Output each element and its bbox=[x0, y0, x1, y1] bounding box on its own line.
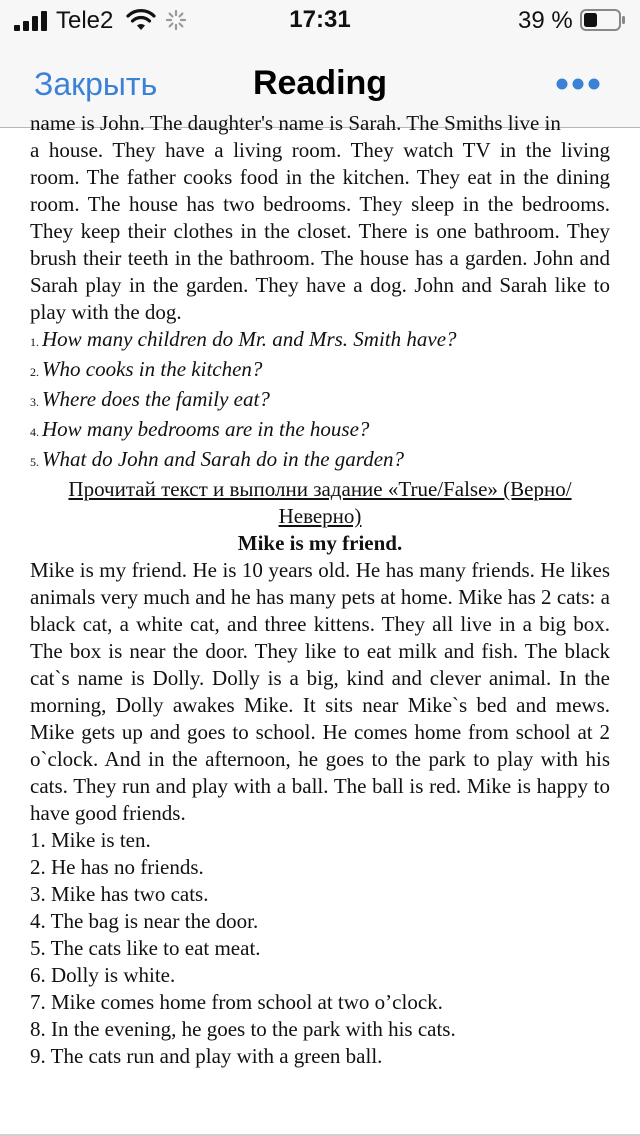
statement-item: 9. The cats run and play with a green ball. bbox=[30, 1044, 383, 1068]
close-button[interactable]: Закрыть bbox=[34, 66, 158, 102]
statement-item: 4. The bag is near the door. bbox=[30, 909, 259, 933]
question-item: 2. Who cooks in the kitchen? bbox=[30, 357, 263, 381]
question-item: 4. How many bedrooms are in the house? bbox=[30, 417, 370, 441]
task-instruction: Прочитай текст и выполни задание «True/False» (Верно/ Неверно) bbox=[68, 477, 572, 528]
reading-text-1: a house. They have a living room. They watch TV in the living room. The father cooks food in the kitchen. They eat in the dining room. The house has two bedrooms. They sleep in the bedrooms. They keep their clothes in the closet. There is one bathroom. They brush their teeth in the bathroom. The house has a garden. John and Sarah play in the garden. They have a dog. John and Sarah like to play with the dog. bbox=[30, 138, 610, 324]
statements-list bbox=[30, 827, 610, 1070]
statement-item: 6. Dolly is white. bbox=[30, 963, 176, 987]
document-viewer[interactable] bbox=[0, 111, 640, 1128]
statement-item: 2. He has no friends. bbox=[30, 855, 204, 879]
clock: 17:31 bbox=[289, 6, 351, 33]
statement-item: 5. The cats like to eat meat. bbox=[30, 936, 261, 960]
reading-text-2: Mike is my friend. He is 10 years old. He has many friends. He likes animals very much and he has many pets at home. Mike has 2 cats: a black cat, a white cat, and three kittens. They all live in a big box. The box is near the door. They like to eat milk and fish. The black cat`s name is Dolly. Dolly is a big, kind and clever animal. In the morning, Dolly awakes Mike. It sits near Mike`s bed and mews. Mike gets up and goes to school. He comes home from school at 2 o`clock. And in the afternoon, he goes to the park to play with his cats. They run and play with a ball. The ball is red. Mike is happy to have good friends. bbox=[30, 558, 610, 825]
statement-item: 7. Mike comes home from school at two o’clock. bbox=[30, 990, 443, 1014]
status-bar bbox=[0, 0, 640, 42]
question-item: 3. Where does the family eat? bbox=[30, 387, 270, 411]
story-heading: Mike is my friend. bbox=[237, 531, 403, 555]
statement-item: 3. Mike has two cats. bbox=[30, 882, 209, 906]
statement-item: 8. In the evening, he goes to the park with his cats. bbox=[30, 1017, 456, 1041]
question-item: 1. How many children do Mr. and Mrs. Smith have? bbox=[30, 327, 457, 351]
page-title: Reading bbox=[252, 64, 388, 102]
partial-line: name is John. The daughter's name is Sarah. The Smiths live in bbox=[30, 111, 561, 135]
carrier-name: Tele2 bbox=[56, 7, 114, 34]
battery-percentage: 39 % bbox=[518, 7, 573, 34]
question-item: 5. What do John and Sarah do in the garden? bbox=[30, 447, 405, 471]
statement-item: 1. Mike is ten. bbox=[30, 828, 151, 852]
document-page bbox=[30, 110, 610, 1070]
more-horizontal-icon[interactable] bbox=[556, 74, 600, 94]
questions-list bbox=[30, 326, 610, 476]
battery-icon bbox=[580, 9, 626, 31]
